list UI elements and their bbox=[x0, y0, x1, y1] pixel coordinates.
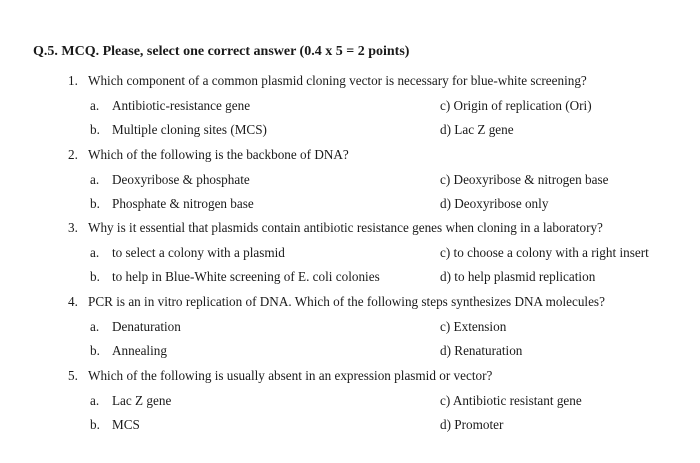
question-number: 5. bbox=[68, 368, 78, 383]
option-letter: b. bbox=[90, 417, 100, 432]
question-number: 3. bbox=[68, 220, 78, 235]
option-text: Antibiotic-resistance gene bbox=[112, 98, 251, 113]
option-3d: d) to help plasmid replication bbox=[440, 269, 596, 284]
question-4 bbox=[68, 294, 605, 310]
option-5d: d) Promoter bbox=[440, 417, 504, 432]
option-letter: b. bbox=[90, 196, 100, 211]
option-2a bbox=[90, 172, 250, 188]
option-letter: b. bbox=[90, 269, 100, 284]
option-2b bbox=[90, 196, 254, 212]
option-text: Phosphate & nitrogen base bbox=[112, 196, 254, 211]
option-1d: d) Lac Z gene bbox=[440, 122, 514, 137]
option-2c: c) Deoxyribose & nitrogen base bbox=[440, 172, 609, 187]
question-text: PCR is an in vitro replication of DNA. Which of the following steps synthesizes DNA molecules? bbox=[88, 294, 605, 309]
option-1c: c) Origin of replication (Ori) bbox=[440, 98, 592, 113]
question-2 bbox=[68, 147, 349, 163]
option-4c: c) Extension bbox=[440, 319, 507, 334]
section-heading: Q.5. MCQ. Please, select one correct answer (0.4 x 5 = 2 points) bbox=[33, 44, 410, 59]
option-text: Denaturation bbox=[112, 319, 181, 334]
option-3a bbox=[90, 245, 285, 261]
option-2d: d) Deoxyribose only bbox=[440, 196, 549, 211]
option-text: Annealing bbox=[112, 343, 167, 358]
question-1 bbox=[68, 73, 587, 89]
option-1b bbox=[90, 122, 267, 138]
option-text: to help in Blue-White screening of E. coli colonies bbox=[112, 269, 380, 284]
option-letter: a. bbox=[90, 245, 100, 260]
question-number: 4. bbox=[68, 294, 78, 309]
question-text: Which of the following is usually absent in an expression plasmid or vector? bbox=[88, 368, 493, 383]
question-number: 1. bbox=[68, 73, 78, 88]
question-5 bbox=[68, 368, 492, 384]
option-3b bbox=[90, 269, 380, 285]
option-letter: a. bbox=[90, 98, 100, 113]
option-text: Deoxyribose & phosphate bbox=[112, 172, 250, 187]
option-letter: b. bbox=[90, 122, 100, 137]
question-3 bbox=[68, 220, 603, 236]
option-3c: c) to choose a colony with a right insert bbox=[440, 245, 649, 260]
option-4d: d) Renaturation bbox=[440, 343, 523, 358]
option-4a bbox=[90, 319, 181, 335]
option-letter: b. bbox=[90, 343, 100, 358]
option-4b bbox=[90, 343, 167, 359]
option-letter: a. bbox=[90, 319, 100, 334]
question-number: 2. bbox=[68, 147, 78, 162]
option-text: to select a colony with a plasmid bbox=[112, 245, 285, 260]
question-text: Which of the following is the backbone of DNA? bbox=[88, 147, 349, 162]
option-letter: a. bbox=[90, 393, 100, 408]
option-5c: c) Antibiotic resistant gene bbox=[440, 393, 582, 408]
option-5b bbox=[90, 417, 140, 433]
option-text: Multiple cloning sites (MCS) bbox=[112, 122, 267, 137]
option-letter: a. bbox=[90, 172, 100, 187]
option-text: MCS bbox=[112, 417, 140, 432]
option-1a bbox=[90, 98, 250, 114]
option-5a bbox=[90, 393, 171, 409]
question-text: Why is it essential that plasmids contain antibiotic resistance genes when cloning in a laboratory? bbox=[88, 220, 603, 235]
option-text: Lac Z gene bbox=[112, 393, 172, 408]
question-text: Which component of a common plasmid cloning vector is necessary for blue-white screening? bbox=[88, 73, 587, 88]
